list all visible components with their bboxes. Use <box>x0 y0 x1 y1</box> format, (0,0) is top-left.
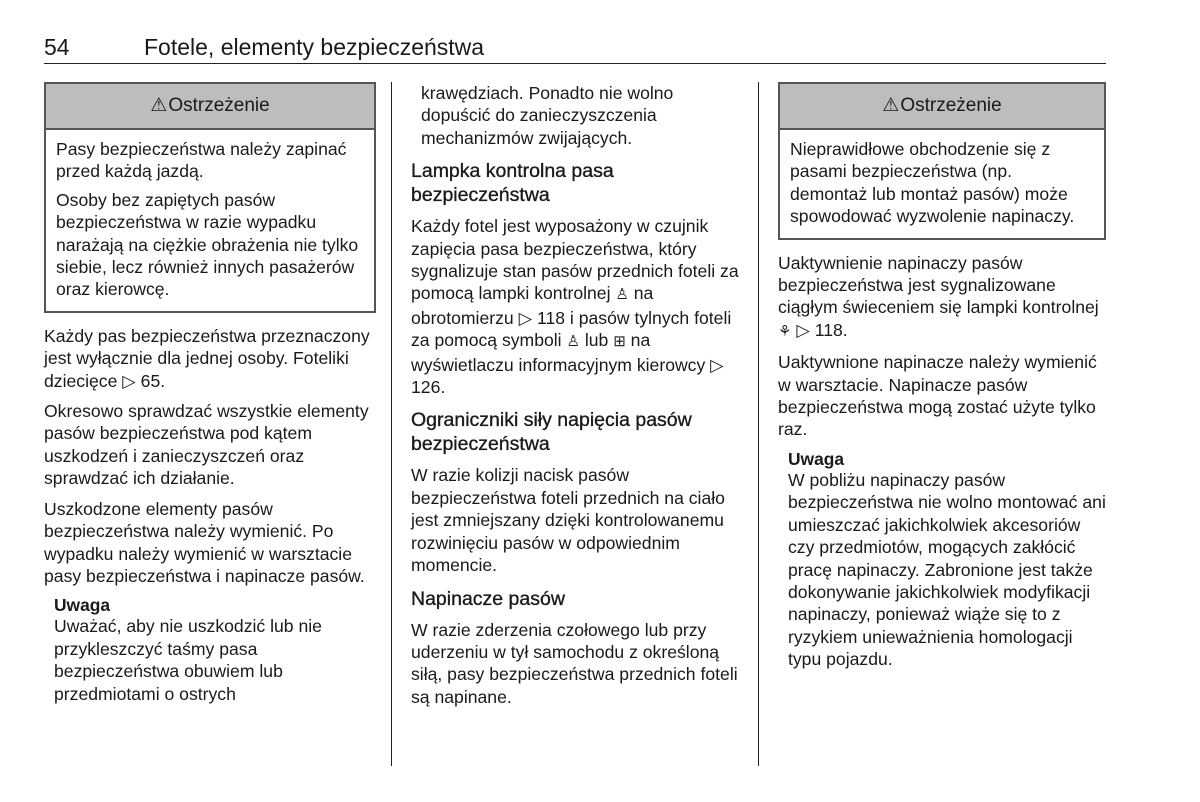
warning-box <box>44 82 376 313</box>
warning-triangle-icon: ⚠ <box>150 94 168 116</box>
page-reference: ▷ 118. <box>796 319 848 340</box>
page-number: 54 <box>44 34 70 60</box>
paragraph: Uaktywnione napinacze należy wymienić w warsztacie. Napinacze pasów bezpieczeństwa mogą zostać użyte tylko raz. <box>778 352 1097 440</box>
page-title: Fotele, elementy bezpieczeństwa <box>144 34 485 60</box>
warning-triangle-icon: ⚠ <box>882 94 900 116</box>
page-reference: ▷ 65. <box>122 370 166 391</box>
paragraph: W razie kolizji nacisk pasów bezpieczeństwa foteli przednich na ciało jest zmniejszany dzięki kontrolowanemu rozwinięciu pasów w odpowiednim momencie. <box>411 465 725 576</box>
warning-header <box>780 84 1104 130</box>
note-title: Uwaga <box>788 448 845 469</box>
paragraph: krawędziach. Ponadto nie wolno dopuścić do zanieczyszczenia mechanizmów zwijających. <box>421 83 674 148</box>
note-text: W pobliżu napinaczy pasów bezpieczeństwa nie wolno montować ani umieszczać jakichkolwiek akcesoriów czy przedmiotów, mogących zakłócić pracę napinaczy. Zabronione jest także dokonywanie jakichkolwiek modyfikacji napinaczy, ponieważ wiąże się to z ryzykiem unieważnienia homologacji typu pojazdu. <box>788 469 1106 670</box>
paragraph: Uszkodzone elementy pasów bezpieczeństwa należy wymienić. Po wypadku należy wymienić w warsztacie pasy bezpieczeństwa i napinacze pasów. <box>44 498 365 586</box>
warning-text: Osoby bez zapiętych pasów bezpieczeństwa w razie wypadku narażają na ciężkie obrażenia nie tylko siebie, lecz również innych pasażerów oraz kierowcę. <box>56 189 359 300</box>
warning-body <box>46 130 374 311</box>
warning-text: Pasy bezpieczeństwa należy zapinać przed każdą jazdą. <box>56 139 347 182</box>
paragraph: W razie zderzenia czołowego lub przy uderzeniu w tył samochodu z określoną siłą, pasy bezpieczeństwa przednich foteli są napinane. <box>411 619 738 707</box>
section-heading: Ograniczniki siły napięcia pasów bezpieczeństwa <box>411 409 692 456</box>
header-divider <box>44 63 1106 64</box>
warning-title: Ostrzeżenie <box>900 94 1002 116</box>
section-heading: Lampka kontrolna pasa bezpieczeństwa <box>411 160 614 207</box>
page-header <box>44 34 1106 66</box>
seatbelt-warning-icon: ♙ <box>566 333 580 351</box>
warning-body <box>780 130 1104 238</box>
paragraph: Uaktywnienie napinaczy pasów bezpieczeństwa jest sygnalizowane ciągłym świeceniem się lampki kontrolnej ⚘ ▷ 118. <box>778 252 1099 340</box>
seatbelt-warning-icon: ♙ <box>615 286 629 304</box>
rear-seatbelt-icon: ⊞ <box>613 333 626 351</box>
column-divider <box>758 82 759 766</box>
column-3 <box>778 82 1106 671</box>
paragraph: Każdy pas bezpieczeństwa przeznaczony jest wyłącznie dla jednej osoby. Foteliki dziecięce ▷ 65. <box>44 325 370 391</box>
note-box <box>788 449 1106 671</box>
warning-header <box>46 84 374 130</box>
warning-text: Nieprawidłowe obchodzenie się z pasami bezpieczeństwa (np. demontaż lub montaż pasów) może spowodować wyzwolenie napinaczy. <box>790 139 1075 227</box>
airbag-warning-icon: ⚘ <box>778 322 792 340</box>
warning-box <box>778 82 1106 240</box>
note-text: Uważać, aby nie uszkodzić lub nie przykleszczyć taśmy pasa bezpieczeństwa obuwiem lub przedmiotami o ostrych <box>54 616 322 704</box>
paragraph: Każdy fotel jest wyposażony w czujnik zapięcia pasa bezpieczeństwa, który sygnalizuje stan pasów przednich foteli za pomocą lampki kontrolnej ♙ na obrotomierzu ▷ 118 i pasów tylnych foteli za pomocą symboli ♙ lub ⊞ na wyświetlaczu informacyjnym kierowcy ▷ 126. <box>411 216 739 398</box>
section-heading: Napinacze pasów <box>411 587 565 610</box>
paragraph: Okresowo sprawdzać wszystkie elementy pasów bezpieczeństwa pod kątem uszkodzeń i zanieczyszczeń oraz sprawdzać ich działanie. <box>44 401 369 489</box>
column-2 <box>411 82 747 716</box>
warning-title: Ostrzeżenie <box>168 94 270 116</box>
note-box <box>54 595 376 705</box>
note-title: Uwaga <box>54 595 111 616</box>
column-1 <box>44 82 376 705</box>
column-divider <box>391 82 392 766</box>
